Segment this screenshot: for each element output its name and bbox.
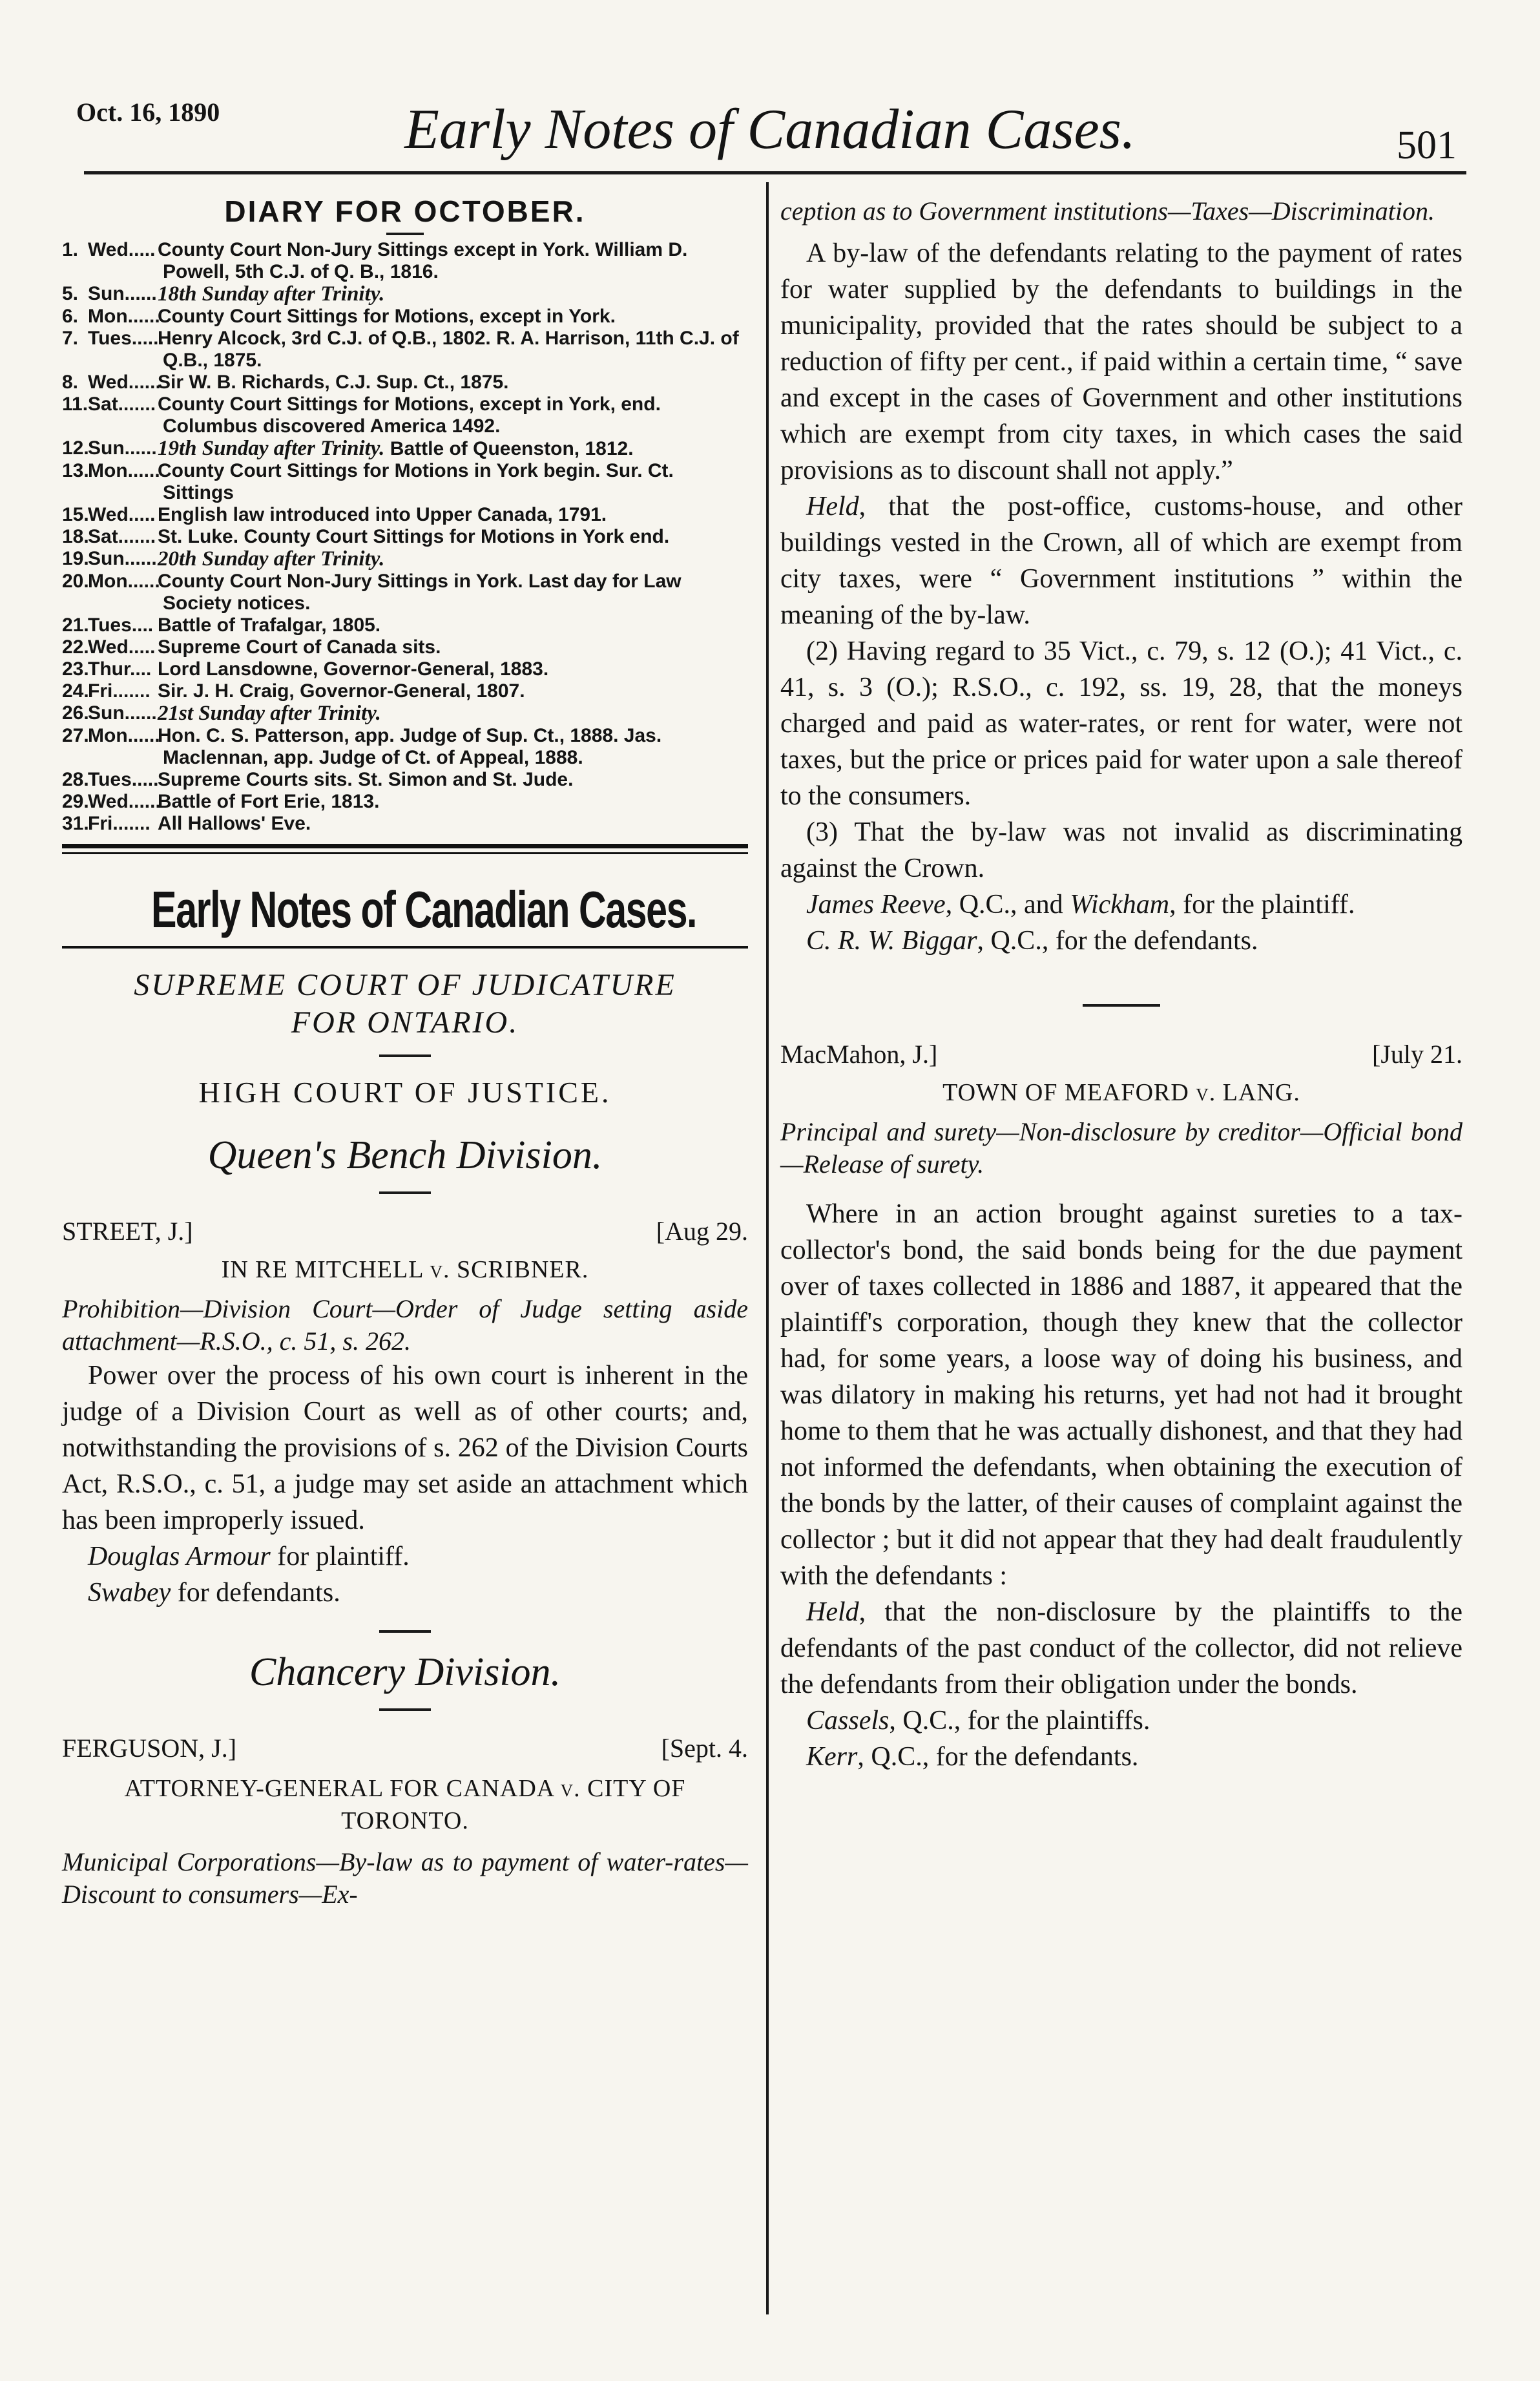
court-name-line1: SUPREME COURT OF JUDICATURE	[134, 968, 676, 1002]
case3-counsel-defendant-name: Kerr	[806, 1742, 858, 1772]
diary-end-rule	[62, 844, 748, 848]
diary-entry-text: Battle of Fort Erie, 1813.	[158, 791, 380, 812]
case2-para1: A by-law of the defendants relating to the payment of rates for water supplied by the defendants to buildings in the municipality, provided that the rates should be subject to a reduction of fifty per cent., if paid within a certain time, “ save and except in the cases of Government and other institutions which are exempt from city taxes, in which cases the said provisions as to discount shall not apply.”	[780, 238, 1462, 485]
diary-entry-day: Wed.....	[88, 504, 156, 525]
case1-judge-row	[62, 1216, 748, 1246]
division-heading-chancery: Chancery Division.	[249, 1650, 561, 1694]
page-number: 501	[1397, 123, 1457, 167]
diary-entry-text: County Court Sittings for Motions, except in York.	[158, 306, 616, 327]
case1-body: Power over the process of his own court is inherent in the judge of a Division Court as well as of other courts; and, notwithstanding the provisions of s. 262 of the Division Courts Act, R.S.O., c. 51, a judge may set aside an attachment which has been improperly issued.	[62, 1361, 748, 1535]
diary-entry-number: 1.	[62, 239, 79, 260]
court-name-line2: FOR ONTARIO.	[291, 1005, 519, 1040]
case3-counsel-defendant	[780, 1739, 1462, 1775]
diary-entry-text-rest: Battle of Queenston, 1812.	[384, 438, 634, 459]
case2-judge: FERGUSON, J.]	[62, 1734, 237, 1763]
case2-end-rule	[1083, 1004, 1160, 1007]
diary-entry	[62, 460, 748, 504]
court-rule	[379, 1054, 431, 1057]
diary-entry	[62, 306, 748, 328]
diary-entry	[62, 328, 748, 372]
diary-entry-day: Wed.....	[88, 636, 156, 658]
diary-entry-text: County Court Sittings for Motions, except in York, end. Columbus discovered America 1492.	[158, 393, 661, 437]
diary-entry	[62, 239, 748, 283]
case2-counsel-plaintiff-name2: Wickham	[1070, 890, 1170, 919]
diary-entry-number: 11.	[62, 393, 88, 415]
case2-para3: (2) Having regard to 35 Vict., c. 79, s. 12 (O.); 41 Vict., c. 41, s. 3 (O.); R.S.O., c. 192, ss. 19, 28, that the moneys charged and paid as water-rates, or rent for water, were not taxes, but the price or prices paid for water upon a sale thereof to the consumers.	[780, 636, 1462, 811]
high-court-heading: HIGH COURT OF JUSTICE.	[198, 1076, 612, 1109]
diary-title-rule	[386, 233, 424, 235]
diary-entry	[62, 813, 748, 835]
diary-entry-text-italic: 19th Sunday after Trinity.	[158, 437, 385, 460]
diary-entry-day: Fri.......	[88, 680, 151, 702]
case1-counsel-defendant	[62, 1575, 748, 1611]
case2-judge-row	[62, 1733, 748, 1763]
diary-entry-number: 31.	[62, 813, 89, 834]
case3-counsel-plaintiff-rest: , Q.C., for the plaintiffs.	[889, 1706, 1150, 1736]
diary-entry-number: 27.	[62, 725, 89, 746]
diary-entry-number: 15.	[62, 504, 89, 525]
diary-entry-day: Wed.....	[88, 239, 156, 260]
diary-entry	[62, 504, 748, 526]
diary-title: DIARY FOR OCTOBER.	[224, 194, 586, 228]
diary-entry-day: Fri.......	[88, 813, 151, 834]
diary-entry	[62, 658, 748, 680]
diary-entry	[62, 571, 748, 614]
diary-entry-number: 23.	[62, 658, 89, 680]
diary-entry	[62, 614, 748, 636]
case3-date: [July 21.	[1372, 1040, 1462, 1069]
case1-counsel-plaintiff-name: Douglas Armour	[88, 1542, 271, 1571]
diary-entry-text	[158, 702, 748, 725]
diary-entry-number: 26.	[62, 702, 89, 724]
case2-counsel-plaintiff-mid: , Q.C., and	[945, 890, 1070, 919]
diary-entry-number: 12.	[62, 437, 89, 459]
case1-end-rule	[379, 1630, 431, 1633]
case1-counsel-defendant-rest: for defendants.	[171, 1578, 340, 1608]
division-rule-chancery	[379, 1708, 431, 1711]
diary-entry-text: St. Luke. County Court Sittings for Motions in York end.	[158, 526, 670, 547]
diary-entry-number: 22.	[62, 636, 89, 658]
division-rule-qb	[379, 1191, 431, 1194]
diary-entry-text-italic: 21st Sunday after Trinity.	[158, 702, 381, 725]
diary-entry-text	[158, 283, 748, 306]
diary-entry-text: Lord Lansdowne, Governor-General, 1883.	[158, 658, 549, 680]
case2-date: [Sept. 4.	[661, 1734, 748, 1763]
case3-held-text: , that the non-disclosure by the plaintiffs to the defendants of the past conduct of the collector, did not relieve the defendants from their obligation under the bonds.	[780, 1597, 1462, 1699]
diary-entry	[62, 437, 748, 460]
diary-entry-number: 24.	[62, 680, 89, 702]
column-divider	[766, 182, 769, 2314]
diary-entry-text-italic: 18th Sunday after Trinity.	[158, 282, 385, 306]
diary-entry-text: County Court Sittings for Motions in York begin. Sur. Ct. Sittings	[158, 460, 674, 503]
case1-counsel-plaintiff-rest: for plaintiff.	[270, 1542, 410, 1571]
diary-entry-number: 5.	[62, 283, 79, 304]
diary-entry	[62, 791, 748, 813]
case1-counsel-defendant-name: Swabey	[88, 1578, 171, 1608]
diary-list	[62, 239, 748, 835]
diary-entry-text: All Hallows' Eve.	[158, 813, 311, 834]
diary-entry-day: Tues....	[88, 614, 154, 636]
diary-entry-text: Hon. C. S. Patterson, app. Judge of Sup. Ct., 1888. Jas. Maclennan, app. Judge of Ct. of Appeal, 1888.	[158, 725, 662, 768]
diary-entry-number: 6.	[62, 306, 79, 327]
diary-entry	[62, 702, 748, 725]
diary-entry-number: 7.	[62, 328, 79, 349]
diary-entry	[62, 393, 748, 437]
header-date: Oct. 16, 1890	[76, 98, 220, 127]
diary-entry-number: 8.	[62, 372, 79, 393]
case1-headnote: Prohibition—Division Court—Order of Judge setting aside attachment—R.S.O., c. 51, s. 262.	[62, 1294, 748, 1356]
case1-counsel-plaintiff	[62, 1538, 748, 1575]
diary-entry-number: 19.	[62, 548, 89, 569]
diary-entry	[62, 725, 748, 769]
diary-entry-number: 18.	[62, 526, 89, 547]
left-column	[62, 181, 748, 1911]
section-heading: Early Notes of Canadian Cases.	[151, 881, 696, 938]
case2-counsel-plaintiff-rest: , for the plaintiff.	[1169, 890, 1355, 919]
case3-counsel-plaintiff-name: Cassels	[806, 1706, 890, 1736]
case3-held-word: Held	[806, 1597, 859, 1627]
diary-entry-day: Sun......	[88, 702, 157, 724]
diary-entry-day: Tues......	[88, 328, 164, 349]
diary-entry-text	[158, 437, 748, 460]
diary-entry	[62, 680, 748, 702]
diary-entry	[62, 548, 748, 571]
diary-entry-day: Sun......	[88, 548, 157, 569]
diary-entry-day: Sat.......	[88, 526, 156, 547]
case3-title: TOWN OF MEAFORD v. LANG.	[942, 1079, 1300, 1106]
case3-headnote: Principal and surety—Non-disclosure by creditor—Official bond—Release of surety.	[780, 1117, 1462, 1179]
court-name	[62, 967, 748, 1042]
diary-entry-number: 29.	[62, 791, 89, 812]
diary-entry-text: Supreme Court of Canada sits.	[158, 636, 441, 658]
diary-entry	[62, 636, 748, 658]
section-heading-rule	[62, 946, 748, 949]
case3-held	[780, 1594, 1462, 1703]
case2-para4: (3) That the by-law was not invalid as discriminating against the Crown.	[780, 817, 1462, 883]
diary-entry-number: 20.	[62, 571, 89, 592]
case2-counsel-defendant-name: C. R. W. Biggar	[806, 926, 977, 956]
header-rule	[84, 171, 1466, 174]
case2-held-word: Held	[806, 492, 859, 521]
case1-judge: STREET, J.]	[62, 1217, 193, 1246]
running-title: Early Notes of Canadian Cases.	[404, 98, 1136, 161]
case3-counsel-plaintiff	[780, 1703, 1462, 1739]
case2-title: ATTORNEY-GENERAL FOR CANADA v. CITY OF TORONTO.	[124, 1775, 686, 1834]
diary-entry-day: Tues.....	[88, 769, 159, 790]
diary-entry	[62, 769, 748, 791]
case2-counsel-defendant-rest: , Q.C., for the defendants.	[977, 926, 1258, 956]
diary-entry-number: 28.	[62, 769, 89, 790]
diary-entry-day: Wed......	[88, 791, 161, 812]
diary-end-rule-thin	[62, 852, 748, 854]
diary-entry-text: County Court Non-Jury Sittings in York. Last day for Law Society notices.	[158, 571, 682, 614]
case2-headnote-right: ception as to Government institutions—Taxes—Discrimination.	[780, 196, 1435, 226]
case1-title: IN RE MITCHELL v. SCRIBNER.	[221, 1256, 589, 1283]
diary-entry-day: Thur....	[88, 658, 152, 680]
case2-counsel-plaintiff-name: James Reeve	[806, 890, 946, 919]
right-column	[780, 195, 1462, 1775]
diary-entry-text: Henry Alcock, 3rd C.J. of Q.B., 1802. R. A. Harrison, 11th C.J. of Q.B., 1875.	[158, 328, 739, 371]
case2-counsel-plaintiff	[780, 886, 1462, 923]
diary-entry	[62, 283, 748, 306]
case2-held	[780, 488, 1462, 633]
case2-headnote-left: Municipal Corporations—By-law as to payment of water-rates—Discount to consumers—Ex-	[62, 1847, 748, 1909]
case1-date: [Aug 29.	[656, 1217, 748, 1246]
division-heading-qb: Queen's Bench Division.	[207, 1133, 603, 1177]
diary-entry-text: Battle of Trafalgar, 1805.	[158, 614, 381, 636]
diary-entry	[62, 372, 748, 393]
diary-entry-day: Mon......	[88, 306, 160, 327]
diary-entry-day: Mon......	[88, 725, 160, 746]
diary-entry-day: Mon......	[88, 571, 160, 592]
diary-entry-day: Sat.......	[88, 393, 156, 415]
diary-entry-day: Sun......	[88, 283, 157, 304]
diary-entry-text	[158, 548, 748, 571]
diary-entry-number: 21.	[62, 614, 89, 636]
case2-counsel-defendant	[780, 923, 1462, 959]
case3-judge: MacMahon, J.]	[780, 1040, 938, 1069]
case2-held-text: , that the post-office, customs-house, and other buildings vested in the Crown, all of which are exempt from city taxes, were “ Government institutions ” within the meaning of the by-law.	[780, 492, 1462, 630]
case3-counsel-defendant-rest: , Q.C., for the defendants.	[857, 1742, 1139, 1772]
case3-para1: Where in an action brought against sureties to a tax-collector's bond, the said bonds being for the due payment over of taxes collected in 1886 and 1887, it appeared that the plaintiff's corporation, though they knew that the collector had, for some years, a loose way of doing his business, and was dilatory in making his returns, yet had not had it brought home to them that he was actually dishonest, and that they had not informed the defendants, when obtaining the execution of the bonds by the latter, of their causes of complaint against the collector ; but it did not appear that they had dealt fraudulently with the defendants :	[780, 1199, 1462, 1591]
diary-entry-day: Mon......	[88, 460, 160, 481]
diary-entry-text: English law introduced into Upper Canada, 1791.	[158, 504, 607, 525]
diary-entry-text: County Court Non-Jury Sittings except in York. William D. Powell, 5th C.J. of Q. B., 1816.	[158, 239, 688, 282]
diary-entry-day: Wed......	[88, 372, 161, 393]
case3-judge-row	[780, 1039, 1462, 1069]
diary-entry-text-italic: 20th Sunday after Trinity.	[158, 547, 385, 571]
diary-entry-text: Sir. J. H. Craig, Governor-General, 1807.	[158, 680, 525, 702]
diary-entry-text: Supreme Courts sits. St. Simon and St. Jude.	[158, 769, 574, 790]
diary-entry	[62, 526, 748, 548]
diary-entry-text: Sir W. B. Richards, C.J. Sup. Ct., 1875.	[158, 372, 509, 393]
diary-entry-number: 13.	[62, 460, 89, 481]
diary-entry-day: Sun......	[88, 437, 157, 459]
